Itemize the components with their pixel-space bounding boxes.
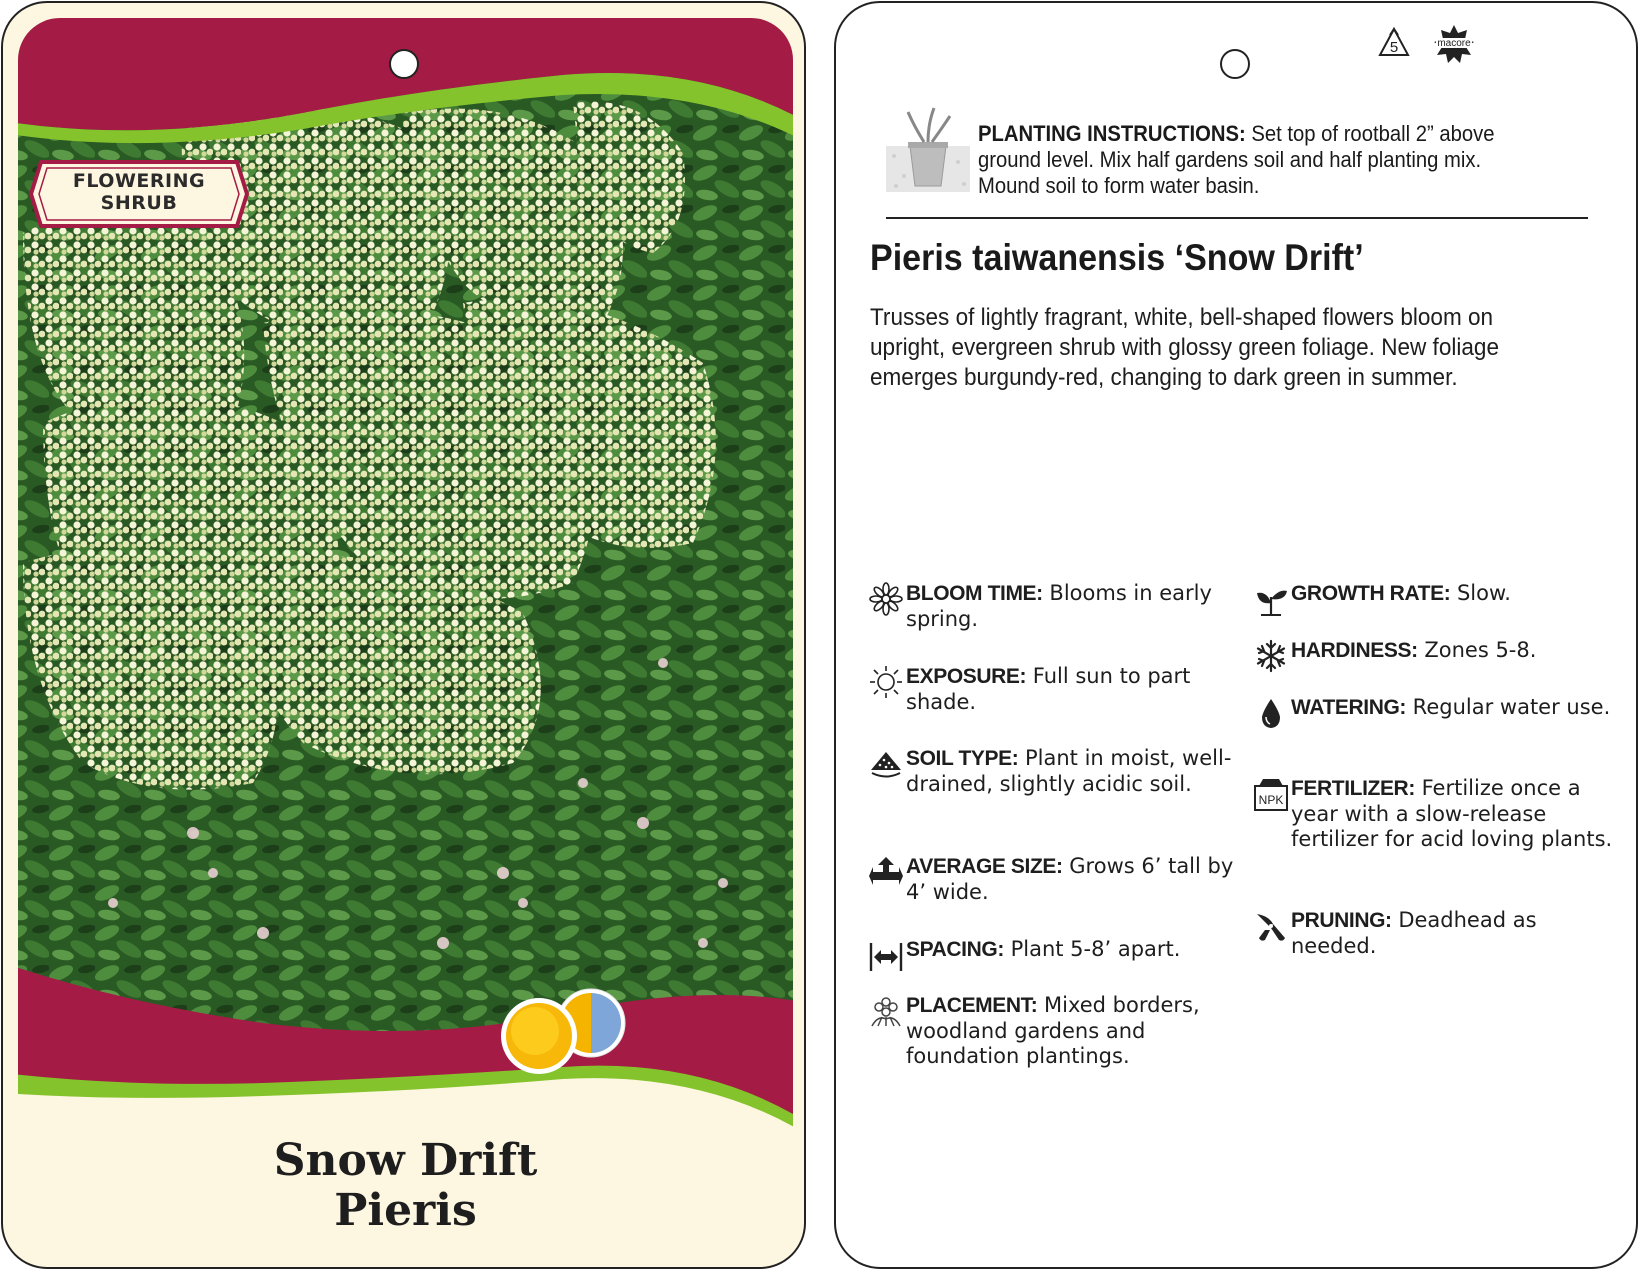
sun-exposure-icons (501, 986, 641, 1076)
attribute-value: Full sun to part shade. (906, 664, 1191, 714)
hang-hole (1220, 49, 1250, 79)
attribute-value: Zones 5-8. (1417, 638, 1537, 662)
snowflake-icon (1253, 638, 1289, 674)
attribute-label: AVERAGE SIZE: (906, 855, 1063, 878)
attribute-value: Deadhead as needed. (1291, 908, 1537, 958)
hang-hole (389, 49, 419, 79)
common-name-line-2: Pieris (334, 1185, 477, 1236)
sprout-icon (1253, 581, 1289, 617)
attribute-value: Regular water use. (1406, 695, 1611, 719)
badge-line-1: FLOWERING (72, 170, 206, 192)
planting-instructions-text: Set top of rootball 2” above ground level. Mix half gardens soil and half planting mix. Mound soil to form water basin. (978, 121, 1495, 198)
recycle-code: 5 (1389, 39, 1399, 56)
attribute-value: Mixed borders, woodland gardens and foundation plantings. (906, 993, 1200, 1068)
attribute-value: Slow. (1450, 581, 1511, 605)
attribute-label: WATERING: (1291, 696, 1406, 719)
attribute-label: BLOOM TIME: (906, 582, 1043, 605)
planting-instructions-label: PLANTING INSTRUCTIONS: (978, 121, 1246, 146)
attribute-value: Fertilize once a year with a slow-release fertilizer for acid loving plants. (1291, 776, 1613, 851)
back-tag (834, 1, 1638, 1269)
front-tag (1, 1, 806, 1269)
attribute-value: Blooms in early spring. (906, 581, 1212, 631)
sun-icon (868, 664, 904, 700)
attribute-label: EXPOSURE: (906, 665, 1027, 688)
spacing-icon (868, 937, 904, 973)
water-drop-icon (1253, 695, 1289, 731)
attribute-label: SOIL TYPE: (906, 747, 1019, 770)
attribute-value: Plant in moist, well-drained, slightly acidic soil. (906, 746, 1232, 796)
attribute-value: Grows 6’ tall by 4’ wide. (906, 854, 1234, 904)
svg-text:NPK: NPK (1258, 793, 1284, 807)
plant-description: Trusses of lightly fragrant, white, bell-shaped flowers bloom on upright, evergreen shrub with glossy green foliage. New foliage emerges burgundy-red, changing to dark green in summer. (870, 304, 1499, 391)
potted-plant-icon (884, 106, 972, 194)
size-arrows-icon (868, 854, 904, 890)
planting-instructions (978, 121, 1518, 199)
soil-icon (868, 746, 904, 782)
badge-line-2: SHRUB (100, 192, 178, 214)
attribute-label: PRUNING: (1291, 909, 1392, 932)
pruning-shears-icon (1253, 908, 1289, 944)
botanical-name: Pieris taiwanensis ‘Snow Drift’ (870, 237, 1364, 278)
flower-icon (868, 581, 904, 617)
attribute-label: FERTILIZER: (1291, 777, 1415, 800)
attribute-label: HARDINESS: (1291, 639, 1418, 662)
recycle-macore-icons (1372, 21, 1502, 71)
placement-icon (868, 993, 904, 1029)
macore-logo-icon (1434, 25, 1474, 63)
svg-text:macore: macore (1437, 38, 1471, 49)
fertilizer-icon (1253, 776, 1289, 812)
attribute-label: GROWTH RATE: (1291, 582, 1451, 605)
common-name-line-1: Snow Drift (273, 1135, 538, 1186)
divider (886, 217, 1588, 219)
attribute-label: SPACING: (906, 938, 1004, 961)
flowering-shrub-badge (29, 158, 249, 230)
attribute-value: Plant 5-8’ apart. (1003, 937, 1181, 961)
attribute-label: PLACEMENT: (906, 994, 1038, 1017)
